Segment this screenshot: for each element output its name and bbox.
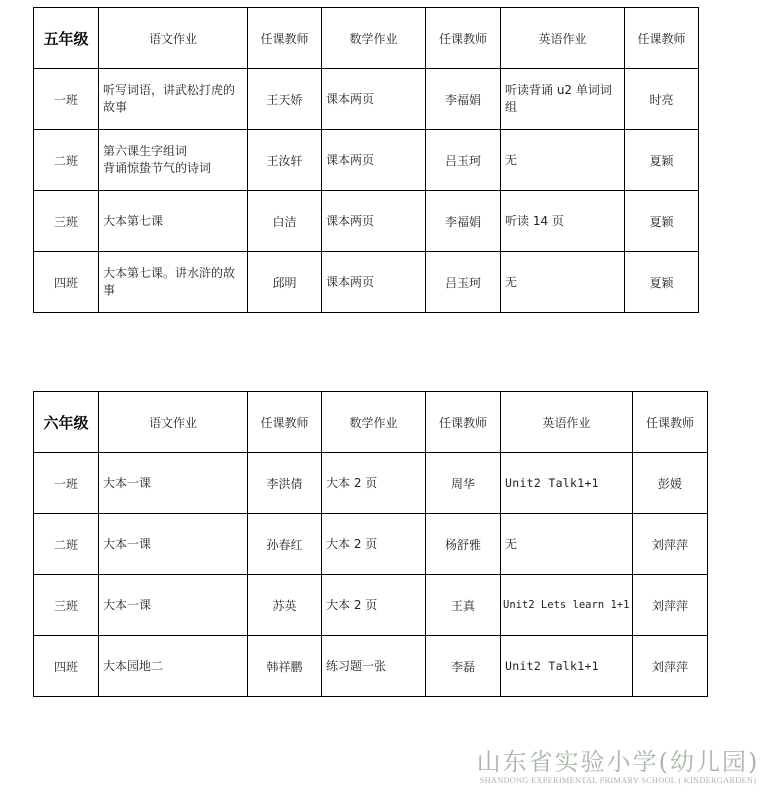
math-teacher: 王真 <box>426 575 501 636</box>
table-row <box>34 514 708 575</box>
table-row <box>34 191 699 252</box>
class-name: 四班 <box>34 636 99 697</box>
math-homework: 练习题一张 <box>322 636 426 697</box>
english-teacher: 刘萍萍 <box>633 575 708 636</box>
table-row <box>34 69 699 130</box>
table-header-row <box>34 392 708 453</box>
math-homework: 课本两页 <box>322 191 426 252</box>
chinese-homework: 听写词语，讲武松打虎的故事 <box>99 69 248 130</box>
grade6-homework-table <box>33 391 708 697</box>
chinese-homework: 大本一课 <box>99 453 248 514</box>
chinese-teacher: 王天娇 <box>248 69 322 130</box>
math-homework: 大本 2 页 <box>322 453 426 514</box>
english-homework: 无 <box>501 130 625 191</box>
grade5-homework-table <box>33 7 699 313</box>
english-teacher: 夏颖 <box>625 130 699 191</box>
chinese-teacher: 孙春红 <box>248 514 322 575</box>
english-homework: 无 <box>501 514 633 575</box>
chinese-homework: 第六课生字组词 背诵惊蛰节气的诗词 <box>99 130 248 191</box>
chinese-teacher: 韩祥鹏 <box>248 636 322 697</box>
math-teacher: 周华 <box>426 453 501 514</box>
math-homework: 大本 2 页 <box>322 575 426 636</box>
english-homework: 听读背诵 u2 单词词组 <box>501 69 625 130</box>
math-homework: 课本两页 <box>322 130 426 191</box>
chinese-homework: 大本第七课。讲水浒的故事 <box>99 252 248 313</box>
chinese-teacher: 邱明 <box>248 252 322 313</box>
math-teacher: 吕玉珂 <box>426 252 501 313</box>
english-homework: 无 <box>501 252 625 313</box>
header-english-teacher: 任课教师 <box>633 392 708 453</box>
header-english-teacher: 任课教师 <box>625 8 699 69</box>
math-homework: 课本两页 <box>322 69 426 130</box>
math-teacher: 李磊 <box>426 636 501 697</box>
school-name-chinese: 山东省实验小学(幼儿园) <box>476 748 760 776</box>
english-teacher: 彭媛 <box>633 453 708 514</box>
chinese-teacher: 苏英 <box>248 575 322 636</box>
class-name: 二班 <box>34 130 99 191</box>
math-teacher: 杨舒雅 <box>426 514 501 575</box>
chinese-homework: 大本第七课 <box>99 191 248 252</box>
math-teacher: 吕玉珂 <box>426 130 501 191</box>
grade-label: 五年级 <box>34 8 99 69</box>
header-math: 数学作业 <box>322 392 426 453</box>
grade-label: 六年级 <box>34 392 99 453</box>
chinese-teacher: 李洪倩 <box>248 453 322 514</box>
english-homework: Unit2 Talk1+1 <box>501 453 633 514</box>
chinese-homework: 大本一课 <box>99 575 248 636</box>
english-teacher: 刘萍萍 <box>633 636 708 697</box>
math-teacher: 李福娟 <box>426 69 501 130</box>
table-header-row <box>34 8 699 69</box>
header-chinese: 语文作业 <box>99 8 248 69</box>
header-chinese-teacher: 任课教师 <box>248 392 322 453</box>
header-chinese-teacher: 任课教师 <box>248 8 322 69</box>
table-row <box>34 575 708 636</box>
chinese-teacher: 白洁 <box>248 191 322 252</box>
header-math-teacher: 任课教师 <box>426 8 501 69</box>
chinese-homework: 大本一课 <box>99 514 248 575</box>
header-english: 英语作业 <box>501 392 633 453</box>
school-logo-watermark <box>470 742 766 792</box>
english-teacher: 夏颖 <box>625 191 699 252</box>
english-homework: Unit2 Talk1+1 <box>501 636 633 697</box>
english-teacher: 时亮 <box>625 69 699 130</box>
class-name: 一班 <box>34 453 99 514</box>
header-english: 英语作业 <box>501 8 625 69</box>
table-row <box>34 453 708 514</box>
math-homework: 课本两页 <box>322 252 426 313</box>
english-homework: 听读 14 页 <box>501 191 625 252</box>
table-row <box>34 252 699 313</box>
chinese-teacher: 王汝轩 <box>248 130 322 191</box>
class-name: 三班 <box>34 575 99 636</box>
table-row <box>34 636 708 697</box>
header-math: 数学作业 <box>322 8 426 69</box>
math-teacher: 李福娟 <box>426 191 501 252</box>
table-row <box>34 130 699 191</box>
english-teacher: 夏颖 <box>625 252 699 313</box>
class-name: 二班 <box>34 514 99 575</box>
school-name-english: SHANDONG EXPERIMENTAL PRIMARY SCHOOL ( KINDERGARDEN) <box>479 776 757 785</box>
chinese-homework: 大本园地二 <box>99 636 248 697</box>
english-teacher: 刘萍萍 <box>633 514 708 575</box>
header-chinese: 语文作业 <box>99 392 248 453</box>
class-name: 四班 <box>34 252 99 313</box>
math-homework: 大本 2 页 <box>322 514 426 575</box>
class-name: 一班 <box>34 69 99 130</box>
header-math-teacher: 任课教师 <box>426 392 501 453</box>
class-name: 三班 <box>34 191 99 252</box>
english-homework: Unit2 Lets learn 1+1 <box>501 575 633 636</box>
